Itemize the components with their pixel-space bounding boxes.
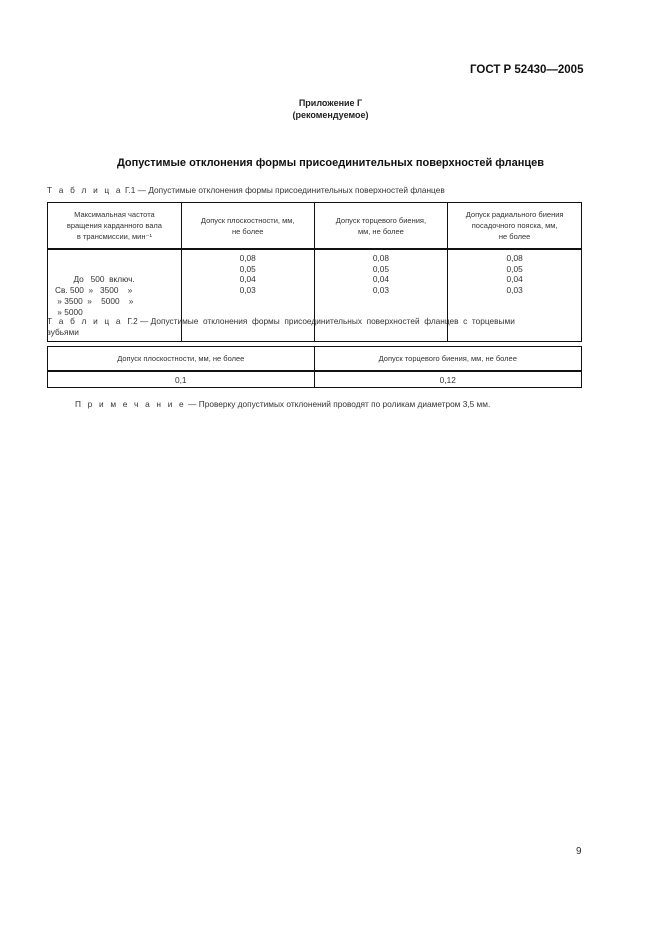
note bbox=[75, 399, 490, 409]
appendix-subtitle: (рекомендуемое) bbox=[292, 110, 369, 120]
appendix-title: Приложение Г bbox=[298, 98, 363, 108]
flatness-value: 0,1 bbox=[48, 371, 315, 388]
table1-header-row bbox=[48, 203, 582, 250]
table1-label: Т а б л и ц а bbox=[47, 185, 123, 195]
header-max-speed: Максимальная частота вращения карданного вала в трансмиссии, мин⁻¹ bbox=[48, 203, 182, 250]
flatness-cell: 0,08 0,05 0,04 0,03 bbox=[181, 249, 314, 341]
document-code: ГОСТ Р 52430—2005 bbox=[470, 64, 584, 76]
table2-label: Т а б л и ц а bbox=[47, 316, 123, 326]
header-radial-runout: Допуск радиального биения посадочного пояска, мм, не более bbox=[448, 203, 582, 250]
header-face-runout: Допуск торцевого биения, мм, не более bbox=[314, 203, 448, 250]
table-row bbox=[48, 371, 582, 388]
radial-runout-cell: 0,08 0,05 0,04 0,03 bbox=[448, 249, 582, 341]
table2-caption bbox=[47, 316, 582, 326]
table1-caption-text: Г.1 — Допустимые отклонения формы присоединительных поверхностей фланцев bbox=[122, 185, 445, 195]
section-title: Допустимые отклонения формы присоединительных поверхностей фланцев bbox=[116, 157, 545, 169]
table2-caption-line2: зубьями bbox=[47, 327, 79, 337]
table-row bbox=[48, 249, 582, 341]
header-flatness: Допуск плоскостности, мм, не более bbox=[48, 347, 315, 372]
face-runout-value: 0,12 bbox=[314, 371, 581, 388]
table-flange-toothed-tolerances bbox=[47, 346, 582, 388]
note-text: — Проверку допустимых отклонений проводят по роликам диаметром 3,5 мм. bbox=[185, 399, 491, 409]
header-flatness: Допуск плоскостности, мм, не более bbox=[181, 203, 314, 250]
note-label: П р и м е ч а н и е bbox=[75, 399, 186, 409]
page-number: 9 bbox=[576, 846, 582, 857]
table1-caption bbox=[47, 185, 445, 195]
header-face-runout: Допуск торцевого биения, мм, не более bbox=[314, 347, 581, 372]
table2-header-row bbox=[48, 347, 582, 372]
face-runout-cell: 0,08 0,05 0,04 0,03 bbox=[314, 249, 448, 341]
speed-cell: До 500 включ. Св. 500 » 3500 » » 3500 » 5000 » » 5000 bbox=[48, 249, 182, 341]
table2-caption-line1: Г.2 — Допустимые отклонения формы присоединительных поверхностей фланцев с торцевыми bbox=[122, 316, 515, 326]
